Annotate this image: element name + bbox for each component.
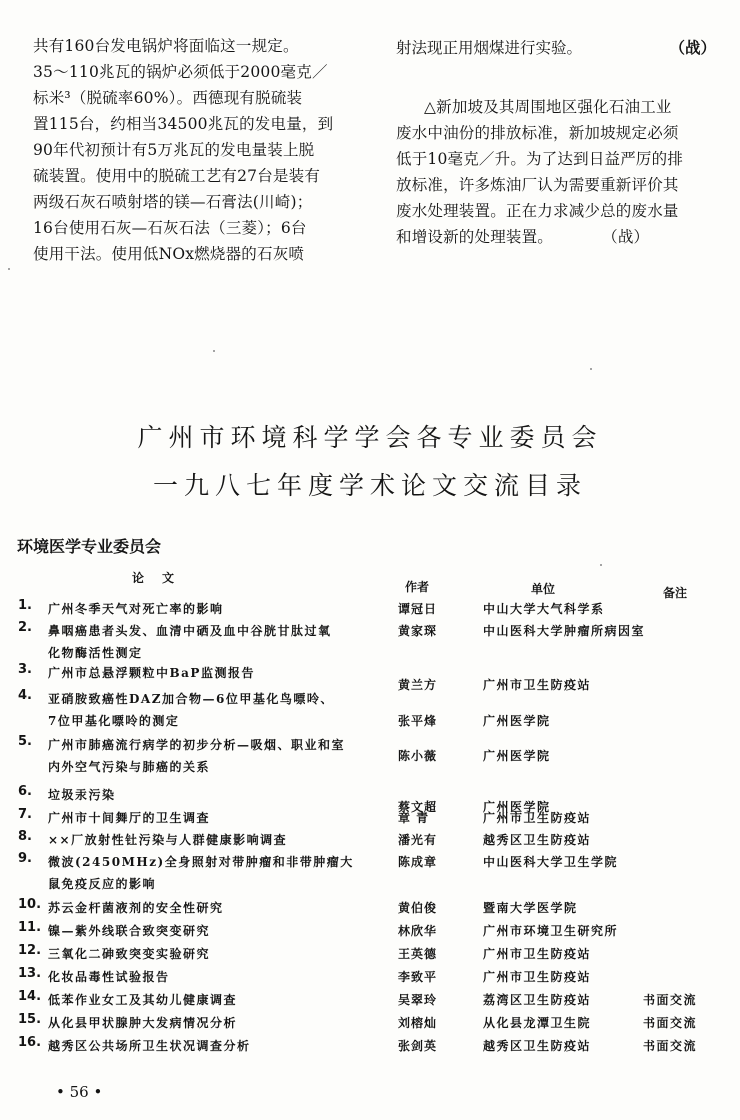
- document-title-line-1: 广州市环境科学学会各专业委员会: [137, 423, 603, 452]
- paper-title: 从化县甲状腺肿大发病情况分析: [48, 1016, 238, 1030]
- paper-title-cell: [18, 1012, 383, 1034]
- unit-cell: 广州医学院: [483, 800, 551, 814]
- paper-title: 三氧化二砷致突变实验研究: [48, 947, 211, 961]
- table-row: [18, 897, 728, 919]
- paper-number: 3.: [18, 662, 32, 677]
- author-cell: 黄家琛: [398, 624, 438, 638]
- table-row: [18, 734, 728, 778]
- document-title-line-2: 一九八七年度学术论文交流目录: [152, 471, 587, 500]
- author-cell: 潘光有: [398, 833, 438, 847]
- table-row: [18, 1035, 728, 1057]
- column-header-paper: 论文: [132, 571, 193, 585]
- paper-title: 广州冬季天气对死亡率的影响: [48, 602, 224, 616]
- unit-cell: 中山医科大学卫生学院: [483, 855, 619, 869]
- left-line: 90年代初预计有5万兆瓦的发电量装上脱: [33, 141, 315, 159]
- column-header-author: 作者: [405, 580, 430, 594]
- left-line: 16台使用石灰—石灰石法（三菱）；6台: [33, 219, 307, 237]
- table-row: [18, 920, 728, 942]
- table-row: [18, 807, 728, 829]
- column-header-note: 备注: [663, 586, 688, 600]
- paper-title: 内外空气污染与肺癌的关系: [48, 760, 211, 774]
- paper-title-cell: [18, 920, 383, 942]
- left-line: 两级石灰石喷射塔的镁—石膏法(川崎)；: [33, 193, 313, 211]
- right-line: 放标准，许多炼油厂认为需要重新评价其: [396, 176, 679, 194]
- author-cell: 张平烽: [398, 714, 438, 728]
- paper-title-cell: [18, 688, 383, 732]
- paper-title: 苏云金杆菌液剂的安全性研究: [48, 901, 224, 915]
- author-cell: 张剑英: [398, 1039, 438, 1053]
- paper-title: 广州市十间舞厅的卫生调查: [48, 811, 211, 825]
- left-line: 使用干法。使用低NOx燃烧器的石灰喷: [33, 245, 305, 263]
- paper-title-cell: [18, 966, 383, 988]
- right-column-text: [396, 35, 726, 250]
- paper-number: 14.: [18, 989, 42, 1004]
- author-cell: 章 青: [398, 811, 430, 825]
- author-cell: 陈成章: [398, 855, 438, 869]
- author-cell: 谭冠日: [398, 602, 438, 616]
- right-line: 废水中油份的排放标准，新加坡规定必须: [396, 124, 679, 142]
- note-cell: 书面交流: [643, 1039, 698, 1053]
- left-line: 共有160台发电锅炉将面临这一规定。: [33, 37, 299, 55]
- paper-number: 4.: [18, 688, 32, 703]
- paper-number: 9.: [18, 851, 32, 866]
- table-row: [18, 943, 728, 965]
- paper-title-cell: [18, 620, 383, 664]
- left-line: 置115台，约相当34500兆瓦的发电量，到: [33, 115, 334, 133]
- column-header-unit: 单位: [531, 582, 556, 596]
- table-row: [18, 989, 728, 1011]
- author-tag: （战）: [602, 228, 650, 246]
- note-cell: 书面交流: [643, 993, 698, 1007]
- author-cell: 林欣华: [398, 924, 438, 938]
- author-cell: 陈小薇: [398, 749, 438, 763]
- paper-title-cell: [18, 897, 383, 919]
- paper-title: 鼻咽癌患者头发、血清中硒及血中谷胱甘肽过氧: [48, 624, 332, 638]
- unit-cell: 广州市卫生防疫站: [483, 970, 592, 984]
- paper-title: 镍—紫外线联合致突变研究: [48, 924, 211, 938]
- paper-title-cell: [18, 829, 383, 851]
- paper-title: 鼠免疫反应的影响: [48, 877, 157, 891]
- table-row: [18, 662, 728, 692]
- author-cell: 刘榕灿: [398, 1016, 438, 1030]
- paper-number: 8.: [18, 829, 32, 844]
- right-line: 废水处理装置。正在力求减少总的废水量: [396, 202, 679, 220]
- paper-number: 7.: [18, 807, 32, 822]
- author-cell: 黄伯俊: [398, 901, 438, 915]
- paper-number: 6.: [18, 784, 32, 799]
- unit-cell: 从化县龙潭卫生院: [483, 1016, 592, 1030]
- paper-number: 10.: [18, 897, 42, 912]
- paper-number: 12.: [18, 943, 42, 958]
- table-row: [18, 829, 728, 851]
- unit-cell: 暨南大学医学院: [483, 901, 578, 915]
- paper-number: 11.: [18, 920, 42, 935]
- table-row: [18, 620, 728, 664]
- paper-number: 2.: [18, 620, 32, 635]
- unit-cell: 越秀区卫生防疫站: [483, 1039, 592, 1053]
- paper-title-cell: [18, 662, 383, 684]
- right-first-text: 射法现正用烟煤进行实验。: [396, 39, 583, 57]
- paper-title: 垃圾汞污染: [48, 788, 116, 802]
- left-line: 标米³（脱硫率60%）。西德现有脱硫装: [33, 89, 303, 107]
- unit-cell: 荔湾区卫生防疫站: [483, 993, 592, 1007]
- paper-title-cell: [18, 1035, 383, 1057]
- paper-title: 7位甲基化嘌呤的测定: [48, 714, 180, 728]
- right-last-line: [396, 224, 726, 250]
- unit-cell: 中山医科大学肿瘤所病因室: [483, 624, 646, 638]
- paper-title: 广州市肺癌流行病学的初步分析—吸烟、职业和室: [48, 738, 346, 752]
- page-number: • 56 •: [56, 1083, 103, 1101]
- paper-title: 越秀区公共场所卫生状况调查分析: [48, 1039, 251, 1053]
- unit-cell: 广州市卫生防疫站: [483, 947, 592, 961]
- table-row: [18, 784, 728, 814]
- unit-cell: 越秀区卫生防疫站: [483, 833, 592, 847]
- author-cell: 黄兰方: [398, 678, 438, 692]
- paper-number: 5.: [18, 734, 32, 749]
- table-row: [18, 966, 728, 988]
- left-column-text: [33, 33, 371, 267]
- unit-cell: 广州医学院: [483, 714, 551, 728]
- paper-title-cell: [18, 943, 383, 965]
- unit-cell: 广州市卫生防疫站: [483, 811, 592, 825]
- paper-number: 13.: [18, 966, 42, 981]
- paper-title: 低苯作业女工及其幼儿健康调查: [48, 993, 238, 1007]
- table-row: [18, 688, 728, 732]
- paper-number: 16.: [18, 1035, 42, 1050]
- table-row: [18, 598, 728, 620]
- note-cell: 书面交流: [643, 1016, 698, 1030]
- paper-title: 亚硝胺致癌性DAZ加合物—6位甲基化鸟嘌呤、: [48, 692, 334, 706]
- paper-title-cell: [18, 784, 383, 806]
- paper-title: 微波(2450MHz)全身照射对带肿瘤和非带肿瘤大: [48, 855, 354, 869]
- paper-title-cell: [18, 989, 383, 1011]
- unit-cell: 广州市卫生防疫站: [483, 678, 592, 692]
- paper-title-cell: [18, 807, 383, 829]
- paper-title: 化物酶活性测定: [48, 646, 143, 660]
- unit-cell: 广州医学院: [483, 749, 551, 763]
- author-cell: 李致平: [398, 970, 438, 984]
- right-last-text: 和增设新的处理装置。: [396, 228, 554, 246]
- unit-cell: 中山大学大气科学系: [483, 602, 605, 616]
- right-line: 低于10毫克／升。为了达到日益严厉的排: [396, 150, 684, 168]
- left-line: 35～110兆瓦的锅炉必须低于2000毫克／: [33, 63, 328, 81]
- paper-title: 广州市总悬浮颗粒中BaP监测报告: [48, 666, 255, 680]
- author-cell: 蔡文超: [398, 800, 438, 814]
- right-first-line: [396, 35, 726, 61]
- table-row: [18, 851, 728, 895]
- left-line: 硫装置。使用中的脱硫工艺有27台是装有: [33, 167, 321, 185]
- section-heading: 环境医学专业委员会: [17, 537, 162, 556]
- author-cell: 吴翠玲: [398, 993, 438, 1007]
- paper-number: 15.: [18, 1012, 42, 1027]
- paper-title: 化妆品毒性试验报告: [48, 970, 170, 984]
- author-cell: 王英德: [398, 947, 438, 961]
- paper-title-cell: [18, 851, 383, 895]
- paper-title: ××厂放射性钍污染与人群健康影响调查: [48, 833, 288, 847]
- paper-title-cell: [18, 734, 383, 778]
- unit-cell: 广州市环境卫生研究所: [483, 924, 619, 938]
- paper-number: 1.: [18, 598, 32, 613]
- paper-title-cell: [18, 598, 383, 620]
- author-tag: （战）: [669, 38, 716, 57]
- table-row: [18, 1012, 728, 1034]
- right-line: △新加坡及其周围地区强化石油工业: [424, 98, 672, 116]
